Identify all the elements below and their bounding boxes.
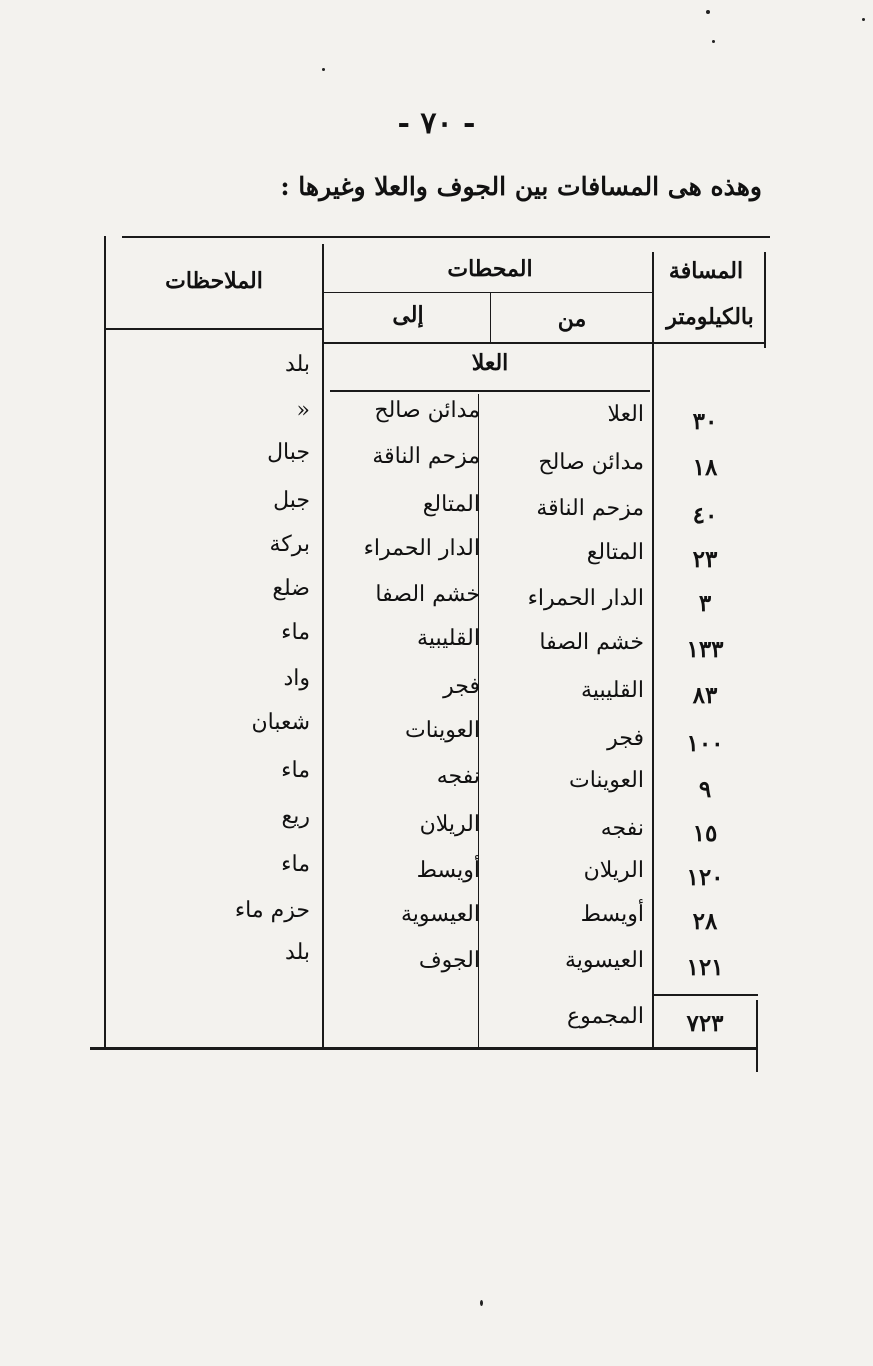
from-cell: العيسوية [565,948,644,973]
from-cell: القليبية [581,678,644,703]
table-right-border-lower [756,1000,758,1072]
from-cell: الدار الحمراء [527,586,644,611]
distance-cell: ٨٣ [692,682,718,709]
note-cell: ضلع [272,576,310,601]
page-speck [706,10,710,14]
to-cell: مدائن صالح [374,398,480,423]
header-distance: المسافة [668,258,744,284]
note-cell: حزم ماء [234,898,310,923]
to-cell: خشم الصفا [375,582,480,607]
to-cell: نفجه [436,764,480,789]
to-cell: الريلان [419,812,480,837]
note-cell: « [296,398,310,423]
from-cell: فجر [607,726,644,751]
distance-cell: ٢٨ [692,908,718,935]
from-cell: العلا [607,402,644,427]
to-cell: الدار الحمراء [363,536,480,561]
stations-subheader-line [324,292,654,293]
header-from: من [557,306,587,332]
distance-cell: ١٥ [692,820,718,847]
section-bottom-line [330,390,650,392]
total-label: المجموع [567,1004,644,1029]
note-cell: جبال [267,440,310,465]
table-left-border [104,236,106,1048]
distance-column-divider [652,252,654,1048]
header-bottom-line [106,328,324,330]
from-to-divider [490,292,491,342]
header-stations: المحطات [447,256,533,282]
notes-column-divider [322,244,324,1048]
to-cell: أويسط [416,858,480,883]
header-to: إلى [392,302,424,328]
note-cell: ماء [281,758,310,783]
header-bottom-line-stations [324,342,766,344]
page-speck [862,18,865,21]
distance-cell: ١٠٠ [686,730,724,757]
header-distance-unit: بالكيلومتر [666,304,754,330]
distance-cell: ٣٠ [692,408,718,435]
intro-text: وهذه هى المسافات بين الجوف والعلا وغيرها : [280,172,762,201]
from-cell: أويسط [580,902,644,927]
to-cell: العوينات [405,718,480,743]
distance-cell: ١٢٠ [686,864,724,891]
from-cell: الريلان [583,858,644,883]
to-cell: القليبية [417,626,480,651]
page-number: - ٧٠ - [397,106,476,141]
from-cell: المتالع [586,540,644,565]
to-cell: مزحم الناقة [372,444,480,469]
from-cell: خشم الصفا [539,630,644,655]
note-cell: بلد [285,940,310,965]
distance-cell: ٣ [698,590,712,617]
table-bottom-border [90,1047,758,1050]
distance-cell: ٤٠ [692,502,718,529]
distance-cell: ١٣٣ [686,636,724,663]
to-cell: المتالع [422,492,480,517]
note-cell: واد [283,666,310,691]
from-cell: مزحم الناقة [536,496,644,521]
from-cell: العوينات [569,768,644,793]
distance-cell: ٩ [698,776,712,803]
section-note: بلد [285,352,310,377]
section-label: العلا [471,350,509,376]
to-cell: الجوف [418,948,480,973]
from-cell: مدائن صالح [538,450,644,475]
note-cell: بركة [269,532,310,557]
note-cell: ريع [281,804,310,829]
page-speck [480,1300,483,1306]
total-top-line [654,994,758,996]
table-right-border [764,252,766,348]
distance-cell: ١٢١ [686,954,724,981]
from-cell: نفجه [600,816,644,841]
note-cell: ماء [281,620,310,645]
note-cell: شعبان [251,710,310,735]
distance-cell: ٢٣ [692,546,718,573]
page-speck [322,68,325,71]
note-cell: ماء [281,852,310,877]
total-value: ٧٢٣ [686,1010,724,1037]
to-cell: العيسوية [401,902,480,927]
table-top-border [122,236,770,238]
note-cell: جبل [273,488,310,513]
distance-cell: ١٨ [692,454,718,481]
to-cell: فجر [443,674,480,699]
header-notes: الملاحظات [165,268,263,294]
page-speck [712,40,715,43]
